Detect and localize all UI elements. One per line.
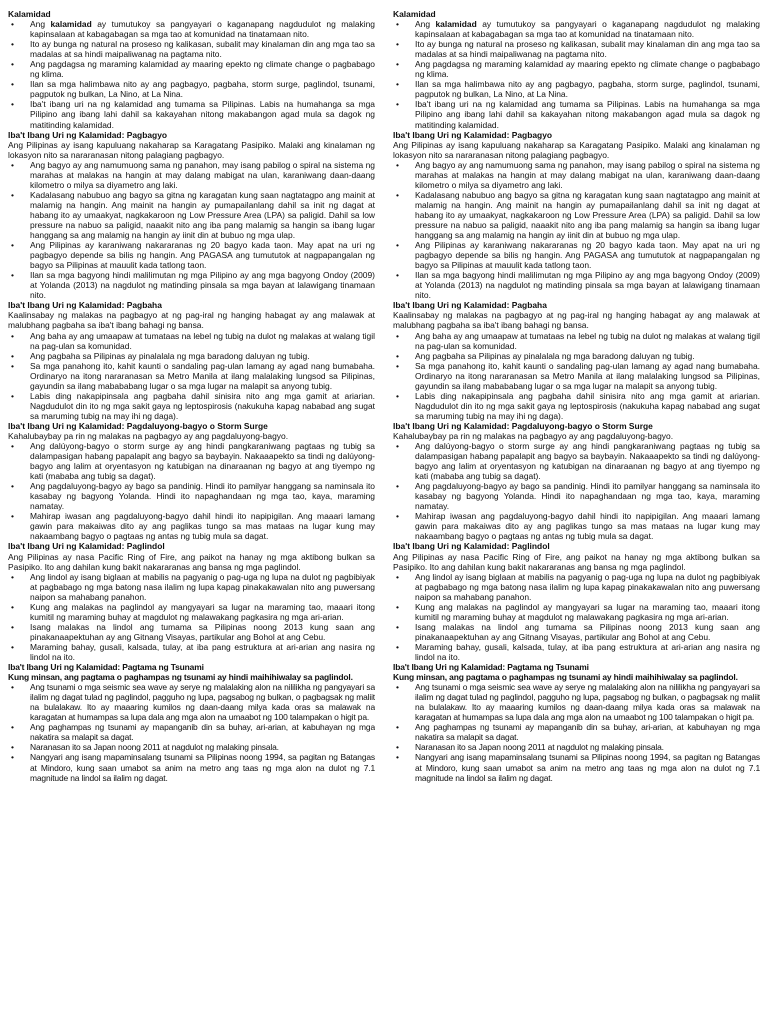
section-pagtama-ng-tsunami	[393, 662, 760, 783]
list-item	[8, 240, 375, 270]
text-segment: Ang pagbaha sa Pilipinas ay pinalalala ng mga baradong daluyan ng tubig.	[30, 350, 310, 361]
bullet-list	[393, 441, 760, 541]
list-item	[393, 441, 760, 481]
text-segment: Ang tsunami o mga seismic sea wave ay serye ng malalaking alon na nililikha ng pangyayari sa ilalim ng dagat tulad ng paglindol, pagguho ng lupa, pagsabog ng bulkan, o pagbagsak ng maliit na bulalakaw. Ito ay maaaring kumilos ng daan-daang milya kada oras sa malawak na karagatan at humampas sa lupa dala ang mga alon na umaabot ng 100 talampakan o higit pa.	[415, 682, 760, 723]
section-title: Iba't Ibang Uri ng Kalamidad: Pagtama ng Tsunami	[393, 662, 589, 673]
text-segment: Iba't ibang uri na ng kalamidad ang tumama sa Pilipinas. Labis na humahanga sa mga Pilipino ang ibang lahi dahil sa kakayahan nitong makabangon agad mula sa dagok ng matitinding kalamidad.	[415, 99, 760, 130]
section-intro: Ang Pilipinas ay isang kapuluang nakaharap sa Karagatang Pasipiko. Malaki ang kinalaman ng lokasyon nito sa nararanasan nitong palagiang pagbagyo.	[8, 139, 375, 160]
text-segment: Ang pagdaluyong-bagyo ay bago sa pandinig. Hindi ito pamilyar hanggang sa naminsala ito kasabay ng bagyong Yolanda. Hindi ito napaghandaan ng mga tao, kaya, maraming namatay.	[415, 481, 760, 512]
section-pagdaluyong-bagyo-o-storm-surge	[393, 421, 760, 542]
text-segment: Ang dalúyong-bagyo o storm surge ay ang hindi pangkaraniwang pagtaas ng tubig sa dalampasigan habang papalapit ang bagyo sa baybayin. Nakaaapekto sa tindi ng dalúyong-bagyo ang lalim at oryentasyon ng katubigan na dinaraanan ng bagyo at ang tiyempo ng kati (mababa ang tubig sa dagat).	[415, 441, 760, 482]
list-item	[393, 481, 760, 511]
section-title: Iba't Ibang Uri ng Kalamidad: Pagtama ng Tsunami	[8, 662, 204, 673]
bullet-list	[8, 331, 375, 421]
text-segment: Ang baha ay ang umaapaw at tumataas na lebel ng tubig na dulot ng malakas at walang tigil na pag-ulan sa komunidad.	[415, 330, 760, 351]
text-segment: Ang bagyo ay ang namumuong sama ng panahon, may isang pabilog o spiral na sistema ng marahas at malakas na hangin at may dalang mabigat na ulan, karaniwang daan-daang kilometro o milya sa diyametro ang laki.	[415, 159, 760, 190]
bullet-list	[393, 682, 760, 782]
text-segment: Ang Pilipinas ay karaniwang nakararanas ng 20 bagyo kada taon. May apat na uri ng pagbagyo depende sa bilis ng hangin. Ang PAGASA ang tumututok at nagpapangalan ng bagyo sa Pilipinas at mauulit kada tatlong taon.	[30, 240, 375, 271]
text-segment: Labis ding nakapipinsala ang pagbaha dahil sinisira nito ang mga gamit at ariarian. Nagdudulot din ito ng mga sakit gaya ng leptospirosis (nakukuha kapag nababad ang sugat sa maruming tubig na may ihi ng daga).	[415, 390, 760, 421]
text-segment: Kadalasang nabubuo ang bagyo sa gitna ng karagatan kung saan nagtatagpo ang mainit at malamig na hangin. Ang mainit na hangin ay pumapailanlang dahil sa init ng dagat at habang ito ay umaakyat, nagkakaroon ng Low Pressure Area (LPA) sa paligid. Dahil sa low pressure na nabuo sa paligid, naaakit nito ang iba pang malamig sa hangin sa ibang lugar hanggang sa ang malamig na hangin ay iinit din at bubuo ng mga ulap.	[30, 189, 375, 241]
text-segment: Ang pagdagsa ng maraming kalamidad ay maaring epekto ng climate change o pagbabago ng klima.	[415, 59, 760, 80]
section-intro: Ang Pilipinas ay nasa Pacific Ring of Fire, ang paikot na hanay ng mga aktibong bulkan sa Pasipiko. Ito ang dahilan kung bakit nakararanas ang bansa ng mga paglindol.	[393, 551, 760, 572]
list-item	[393, 160, 760, 190]
list-item	[393, 79, 760, 99]
section-intro: Kaalinsabay ng malakas na pagbagyo at ng pag-iral ng hanging habagat ay ang malawak at malubhang pagbaha sa iba't ibang bahagi ng bansa.	[8, 310, 375, 331]
text-segment: Maraming bahay, gusali, kalsada, tulay, at iba pang estruktura at ari-arian ang nasira ng lindol na ito.	[30, 641, 375, 662]
list-item	[8, 79, 375, 99]
left-column	[8, 9, 375, 1024]
text-segment: Sa mga panahong ito, kahit kaunti o sandaling pag-ulan lamang ay agad nang bumabaha. Ordinaryo na itong nararanasan sa Metro Manila at ilang malalaking lungsod sa Pilipinas, gayundin sa ilang mabababang lugar o sa mga lugar na malapit sa anyong tubig.	[415, 360, 760, 391]
list-item	[8, 752, 375, 782]
section-intro: Kung minsan, ang pagtama o paghampas ng tsunami ay hindi maihihiwalay sa paglindol.	[393, 672, 738, 683]
section-title: Iba't Ibang Uri ng Kalamidad: Pagbagyo	[8, 129, 168, 140]
list-item	[393, 39, 760, 59]
list-item	[393, 391, 760, 421]
list-item	[393, 59, 760, 79]
text-segment: Ang paghampas ng tsunami ay mapanganib din sa buhay, ari-arian, at kabuhayan ng mga nakatira sa malapit sa dagat.	[30, 722, 375, 743]
list-item	[393, 572, 760, 602]
list-item	[8, 190, 375, 240]
list-item	[8, 19, 375, 39]
list-item	[8, 361, 375, 391]
text-segment: Mahirap iwasan ang pagdaluyong-bagyo dahil hindi ito napipigilan. Ang maaari lamang gawin para makaiwas dito ay ang paglikas tungo sa mas mataas na lugar kung may nakaambang bagyo o pagtaas ng antas ng tubig mula sa dagat.	[415, 511, 760, 542]
list-item	[8, 722, 375, 742]
text-segment: Kung ang malakas na paglindol ay mangyayari sa lugar na maraming tao, maaari itong kumitil ng maraming buhay at magdulot ng malawakang pagkasira ng mga ari-arian.	[415, 601, 760, 622]
text-segment: Ang	[30, 19, 51, 30]
bullet-list	[8, 19, 375, 130]
bullet-list	[8, 441, 375, 541]
section-title: Iba't Ibang Uri ng Kalamidad: Pagdaluyong-bagyo o Storm Surge	[393, 420, 653, 431]
section-title: Iba't Ibang Uri ng Kalamidad: Pagbaha	[393, 300, 547, 311]
section-pagdaluyong-bagyo-o-storm-surge	[8, 421, 375, 542]
list-item	[393, 19, 760, 39]
list-item	[8, 391, 375, 421]
text-segment: Ang	[415, 19, 436, 30]
text-segment: Ang bagyo ay ang namumuong sama ng panahon, may isang pabilog o spiral na sistema ng marahas at malakas na hangin at may dalang mabigat na ulan, karaniwang daan-daang kilometro o milya sa diyametro ang laki.	[30, 159, 375, 190]
section-intro: Kahalubaybay pa rin ng malakas na pagbagyo ay ang pagdaluyong-bagyo.	[393, 430, 674, 441]
bullet-list	[393, 160, 760, 301]
section-paglindol	[393, 541, 760, 662]
list-item	[393, 602, 760, 622]
bullet-list	[8, 160, 375, 301]
text-segment: Nangyari ang isang mapaminsalang tsunami sa Pilipinas noong 1994, sa pagitan ng Batangas at Mindoro, kung saan umabot sa anim na metro ang taas ng mga alon na dulot ng 7.1 magnitude na lindol sa ilalim ng dagat.	[415, 752, 760, 783]
list-item	[8, 682, 375, 722]
bullet-list	[393, 19, 760, 130]
section-kalamidad	[8, 9, 375, 130]
list-item	[8, 441, 375, 481]
text-segment: Ito ay bunga ng natural na proseso ng kalikasan, subalit may kinalaman din ang mga tao sa madalas at sa hindi maipaliwanag na pagtama nito.	[415, 39, 760, 60]
list-item	[393, 511, 760, 541]
list-item	[393, 361, 760, 391]
list-item	[8, 602, 375, 622]
section-title: Iba't Ibang Uri ng Kalamidad: Pagdaluyong-bagyo o Storm Surge	[8, 420, 268, 431]
text-segment: Ilan sa mga bagyong hindi malilimutan ng mga Pilipino ay ang mga bagyong Ondoy (2009) at Yolanda (2013) na nagdulot ng matinding pinsala sa mga bayan at lalawigang tinamaan nito.	[30, 270, 375, 301]
list-item	[8, 331, 375, 351]
list-item	[8, 160, 375, 190]
text-segment: Ang pagbaha sa Pilipinas ay pinalalala ng mga baradong daluyan ng tubig.	[415, 350, 695, 361]
list-item	[393, 752, 760, 782]
text-segment: Labis ding nakapipinsala ang pagbaha dahil sinisira nito ang mga gamit at ariarian. Nagdudulot din ito ng mga sakit gaya ng leptospirosis (nakukuha kapag nababad ang sugat sa maruming tubig na may ihi ng daga).	[30, 390, 375, 421]
text-segment: Ang pagdaluyong-bagyo ay bago sa pandinig. Hindi ito pamilyar hanggang sa naminsala ito kasabay ng bagyong Yolanda. Hindi ito napaghandaan ng mga tao, kaya, maraming namatay.	[30, 481, 375, 512]
list-item	[8, 511, 375, 541]
section-title: Iba't Ibang Uri ng Kalamidad: Pagbagyo	[393, 129, 553, 140]
text-segment: Naranasan ito sa Japan noong 2011 at nagdulot ng malaking pinsala.	[415, 742, 664, 753]
text-segment: Ang baha ay ang umaapaw at tumataas na lebel ng tubig na dulot ng malakas at walang tigil na pag-ulan sa komunidad.	[30, 330, 375, 351]
list-item	[393, 622, 760, 642]
text-segment: Sa mga panahong ito, kahit kaunti o sandaling pag-ulan lamang ay agad nang bumabaha. Ordinaryo na itong nararanasan sa Metro Manila at ilang malalaking lungsod sa Pilipinas, gayundin sa ilang mabababang lugar o sa mga lugar na malapit sa anyong tubig.	[30, 360, 375, 391]
text-segment: Isang malakas na lindol ang tumama sa Pilipinas noong 2013 kung saan ang pinakanaapektuhan ay ang Gitnang Visayas, partikular ang Bohol at ang Cebu.	[415, 621, 760, 642]
text-segment: Maraming bahay, gusali, kalsada, tulay, at iba pang estruktura at ari-arian ang nasira ng lindol na ito.	[415, 641, 760, 662]
bold-term: kalamidad	[50, 19, 92, 30]
section-pagbaha	[8, 300, 375, 421]
list-item	[8, 270, 375, 300]
text-segment: Ang tsunami o mga seismic sea wave ay serye ng malalaking alon na nililikha ng pangyayari sa ilalim ng dagat tulad ng paglindol, pagguho ng lupa, pagsabog ng bulkan, o pagbagsak ng maliit na bulalakaw. Ito ay maaaring kumilos ng daan-daang milya kada oras sa malawak na karagatan at humampas sa lupa dala ang mga alon na umaabot ng 100 talampakan o higit pa.	[30, 682, 375, 723]
text-segment: Ang dalúyong-bagyo o storm surge ay ang hindi pangkaraniwang pagtaas ng tubig sa dalampasigan habang papalapit ang bagyo sa baybayin. Nakaaapekto sa tindi ng dalúyong-bagyo ang lalim at oryentasyon ng katubigan na dinaraanan ng bagyo at ang tiyempo ng kati (mababa ang tubig sa dagat).	[30, 441, 375, 482]
text-segment: Nangyari ang isang mapaminsalang tsunami sa Pilipinas noong 1994, sa pagitan ng Batangas at Mindoro, kung saan umabot sa anim na metro ang taas ng mga alon na dulot ng 7.1 magnitude na lindol sa ilalim ng dagat.	[30, 752, 375, 783]
text-segment: Ilan sa mga halimbawa nito ay ang pagbagyo, pagbaha, storm surge, paglindol, tsunami, pagputok ng bulkan, La Nino, at La Nina.	[30, 79, 375, 100]
text-segment: Ang pagdagsa ng maraming kalamidad ay maaring epekto ng climate change o pagbabago ng klima.	[30, 59, 375, 80]
section-pagtama-ng-tsunami	[8, 662, 375, 783]
section-title: Kalamidad	[393, 9, 436, 19]
text-segment: Kung ang malakas na paglindol ay mangyayari sa lugar na maraming tao, maaari itong kumitil ng maraming buhay at magdulot ng malawakang pagkasira ng mga ari-arian.	[30, 601, 375, 622]
list-item	[393, 351, 760, 361]
text-segment: Ilan sa mga bagyong hindi malilimutan ng mga Pilipino ay ang mga bagyong Ondoy (2009) at Yolanda (2013) na nagdulot ng matinding pinsala sa mga bayan at lalawigang tinamaan nito.	[415, 270, 760, 301]
section-intro: Kahalubaybay pa rin ng malakas na pagbagyo ay ang pagdaluyong-bagyo.	[8, 430, 289, 441]
section-kalamidad	[393, 9, 760, 130]
text-segment: ay tumutukoy sa pangyayari o kaganapang nagdudulot ng malaking kapinsalaan at kabagabagan sa mga tao at komunidad na tinatamaan nito.	[30, 19, 375, 40]
text-segment: Kadalasang nabubuo ang bagyo sa gitna ng karagatan kung saan nagtatagpo ang mainit at malamig na hangin. Ang mainit na hangin ay pumapailanlang dahil sa init ng dagat at habang ito ay umaakyat, nagkakaroon ng Low Pressure Area (LPA) sa paligid. Dahil sa low pressure na nabuo sa paligid, naaakit nito ang iba pang malamig sa hangin sa ibang lugar hanggang sa ang malamig na hangin ay iinit din at bubuo ng mga ulap.	[415, 189, 760, 241]
list-item	[8, 572, 375, 602]
section-title: Iba't Ibang Uri ng Kalamidad: Pagbaha	[8, 300, 162, 311]
list-item	[393, 99, 760, 129]
list-item	[8, 742, 375, 752]
text-segment: Ang Pilipinas ay karaniwang nakararanas ng 20 bagyo kada taon. May apat na uri ng pagbagyo depende sa bilis ng hangin. Ang PAGASA ang tumututok at nagpapangalan ng bagyo sa Pilipinas at mauulit kada tatlong taon.	[415, 240, 760, 271]
bullet-list	[8, 572, 375, 662]
text-segment: Isang malakas na lindol ang tumama sa Pilipinas noong 2013 kung saan ang pinakanaapektuhan ay ang Gitnang Visayas, partikular ang Bohol at ang Cebu.	[30, 621, 375, 642]
text-segment: Mahirap iwasan ang pagdaluyong-bagyo dahil hindi ito napipigilan. Ang maaari lamang gawin para makaiwas dito ay ang paglikas tungo sa mas mataas na lugar kung may nakaambang bagyo o pagtaas ng antas ng tubig mula sa dagat.	[30, 511, 375, 542]
section-title: Iba't Ibang Uri ng Kalamidad: Paglindol	[8, 541, 165, 552]
section-pagbagyo	[8, 130, 375, 301]
list-item	[393, 270, 760, 300]
list-item	[393, 742, 760, 752]
text-segment: ay tumutukoy sa pangyayari o kaganapang nagdudulot ng malaking kapinsalaan at kabagabagan sa mga tao at komunidad na tinatamaan nito.	[415, 19, 760, 40]
bullet-list	[8, 682, 375, 782]
list-item	[393, 722, 760, 742]
section-intro: Ang Pilipinas ay nasa Pacific Ring of Fire, ang paikot na hanay ng mga aktibong bulkan sa Pasipiko. Ito ang dahilan kung bakit nakararanas ang bansa ng mga paglindol.	[8, 551, 375, 572]
list-item	[8, 622, 375, 642]
text-segment: Iba't ibang uri na ng kalamidad ang tumama sa Pilipinas. Labis na humahanga sa mga Pilipino ang ibang lahi dahil sa kakayahan nitong makabangon agad mula sa dagok ng matitinding kalamidad.	[30, 99, 375, 130]
section-intro: Kaalinsabay ng malakas na pagbagyo at ng pag-iral ng hanging habagat ay ang malawak at malubhang pagbaha sa iba't ibang bahagi ng bansa.	[393, 310, 760, 331]
right-column	[393, 9, 760, 1024]
list-item	[393, 190, 760, 240]
list-item	[8, 39, 375, 59]
list-item	[393, 240, 760, 270]
section-title: Kalamidad	[8, 9, 51, 19]
list-item	[8, 481, 375, 511]
text-segment: Ito ay bunga ng natural na proseso ng kalikasan, subalit may kinalaman din ang mga tao sa madalas at sa hindi maipaliwanag na pagtama nito.	[30, 39, 375, 60]
section-pagbagyo	[393, 130, 760, 301]
text-segment: Naranasan ito sa Japan noong 2011 at nagdulot ng malaking pinsala.	[30, 742, 279, 753]
list-item	[393, 682, 760, 722]
bullet-list	[393, 331, 760, 421]
section-title: Iba't Ibang Uri ng Kalamidad: Paglindol	[393, 541, 550, 552]
list-item	[393, 642, 760, 662]
text-segment: Ang lindol ay isang biglaan at mabilis na pagyanig o pag-uga ng lupa na dulot ng pagbibiyak at pagbabago ng mga batong nasa ilalim ng lupa kapag pinakakawalan nito ang puwersang naipon sa mahabang panahon.	[415, 571, 760, 602]
bullet-list	[393, 572, 760, 662]
list-item	[8, 351, 375, 361]
list-item	[8, 99, 375, 129]
text-segment: Ang lindol ay isang biglaan at mabilis na pagyanig o pag-uga ng lupa na dulot ng pagbibiyak at pagbabago ng mga batong nasa ilalim ng lupa kapag pinakakawalan nito ang puwersang naipon sa mahabang panahon.	[30, 571, 375, 602]
section-pagbaha	[393, 300, 760, 421]
text-segment: Ilan sa mga halimbawa nito ay ang pagbagyo, pagbaha, storm surge, paglindol, tsunami, pagputok ng bulkan, La Nino, at La Nina.	[415, 79, 760, 100]
list-item	[8, 59, 375, 79]
list-item	[393, 331, 760, 351]
bold-term: kalamidad	[435, 19, 477, 30]
text-segment: Ang paghampas ng tsunami ay mapanganib din sa buhay, ari-arian, at kabuhayan ng mga nakatira sa malapit sa dagat.	[415, 722, 760, 743]
section-intro: Kung minsan, ang pagtama o paghampas ng tsunami ay hindi maihihiwalay sa paglindol.	[8, 672, 353, 683]
section-paglindol	[8, 541, 375, 662]
list-item	[8, 642, 375, 662]
section-intro: Ang Pilipinas ay isang kapuluang nakaharap sa Karagatang Pasipiko. Malaki ang kinalaman ng lokasyon nito sa nararanasan nitong palagiang pagbagyo.	[393, 139, 760, 160]
